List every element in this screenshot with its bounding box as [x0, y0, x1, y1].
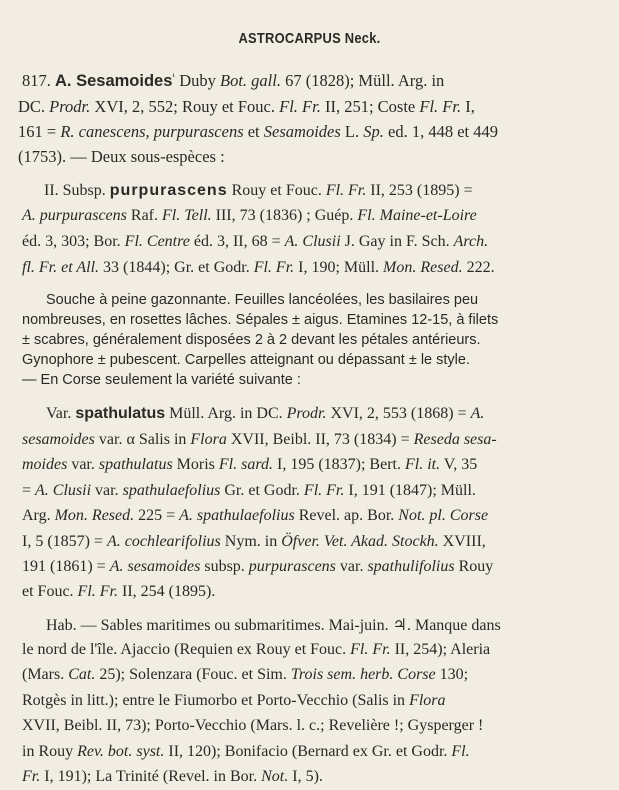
- variety-line-3: moides var. spathulatus Moris Fl. sard. I, 195 (1837); Bert. Fl. it. V, 35: [22, 456, 478, 473]
- variety-line-5: Arg. Mon. Resed. 225 = A. spathulaefolius Revel. ap. Bor. Not. pl. Corse: [22, 507, 489, 524]
- subspecies-line-2: A. purpurascens Raf. Fl. Tell. III, 73 (1836) ; Guép. Fl. Maine-et-Loire: [22, 207, 477, 224]
- habitat-line-6: in Rouy Rev. bot. syst. II, 120); Bonifacio (Bernard ex Gr. et Godr. Fl.: [22, 743, 470, 760]
- habitat-line-2: le nord de l'île. Ajaccio (Requien ex Rouy et Fouc. Fl. Fr. II, 254); Aleria: [22, 641, 491, 658]
- variety-line-7: 191 (1861) = A. sesamoides subsp. purpurascens var. spathulifolius Rouy: [22, 558, 494, 575]
- variety-line-4: = A. Clusii var. spathulaefolius Gr. et Godr. Fl. Fr. I, 191 (1847); Müll.: [22, 482, 476, 499]
- subspecies-name: purpurascens: [109, 182, 228, 199]
- subspecies-line-4: fl. Fr. et All. 33 (1844); Gr. et Godr. Fl. Fr. I, 190; Müll. Mon. Resed. 222.: [22, 259, 495, 276]
- description-line-5: — En Corse seulement la variété suivante :: [22, 372, 301, 388]
- species-name: A. Sesamoides: [55, 72, 173, 90]
- description-line-2: nombreuses, en rosettes lâches. Sépales ± aigus. Etamines 12-15, à filets: [22, 312, 499, 328]
- habitat-line-5: XVII, Beibl. II, 73); Porto-Vecchio (Mars. l. c.; Revelière !; Gysperger !: [22, 717, 484, 734]
- footnote-mark: ¹: [172, 71, 176, 82]
- habitat-line-4: Rotgès in litt.); entre le Fiumorbo et Porto-Vecchio (Salis in Flora: [22, 692, 446, 709]
- habitat-line-1: Hab. — Sables maritimes ou submaritimes. Mai-juin. ♃. Manque dans: [46, 617, 501, 634]
- species-line-2: DC. Prodr. XVI, 2, 552; Rouy et Fouc. Fl. Fr. II, 251; Coste Fl. Fr. I,: [18, 97, 475, 116]
- variety-line-6: I, 5 (1857) = A. cochlearifolius Nym. in Öfver. Vet. Akad. Stockh. XVIII,: [22, 533, 486, 550]
- subspecies-line-3: éd. 3, 303; Bor. Fl. Centre éd. 3, II, 68 = A. Clusii J. Gay in F. Sch. Arch.: [22, 233, 489, 250]
- genus-title: ASTROCARPUS Neck.: [238, 30, 381, 47]
- description-line-4: Gynophore ± pubescent. Carpelles atteignant ou dépassant ± le style.: [22, 352, 470, 368]
- variety-line-1: Var. spathulatus Müll. Arg. in DC. Prodr. XVI, 2, 553 (1868) = A.: [46, 405, 485, 422]
- habitat-line-3: (Mars. Cat. 25); Solenzara (Fouc. et Sim. Trois sem. herb. Corse 130;: [22, 666, 469, 683]
- description-line-1: Souche à peine gazonnante. Feuilles lancéolées, les basilaires peu: [46, 292, 479, 308]
- description-line-3: ± scabres, généralement disposées 2 à 2 devant les pétales antérieurs.: [22, 332, 481, 348]
- species-number: 817.: [22, 71, 55, 90]
- habitat-line-7: Fr. I, 191); La Trinité (Revel. in Bor. Not. I, 5).: [22, 768, 323, 785]
- variety-line-8: et Fouc. Fl. Fr. II, 254 (1895).: [22, 583, 216, 600]
- species-line-3: 161 = R. canescens, purpurascens et Sesamoides L. Sp. ed. 1, 448 et 449: [18, 122, 498, 141]
- variety-name: spathulatus: [75, 405, 166, 422]
- subspecies-line-1: II. Subsp. purpurascens Rouy et Fouc. Fl. Fr. II, 253 (1895) =: [44, 182, 473, 199]
- species-line-1: 817. A. Sesamoides$^{^1}$ Duby Bot. gall. 67 (1828); Müll. Arg. in: [22, 71, 445, 90]
- variety-line-2: sesamoides var. α Salis in Flora XVII, Beibl. II, 73 (1834) = Reseda sesa-: [22, 431, 497, 448]
- species-line-4: (1753). — Deux sous-espèces :: [18, 147, 225, 166]
